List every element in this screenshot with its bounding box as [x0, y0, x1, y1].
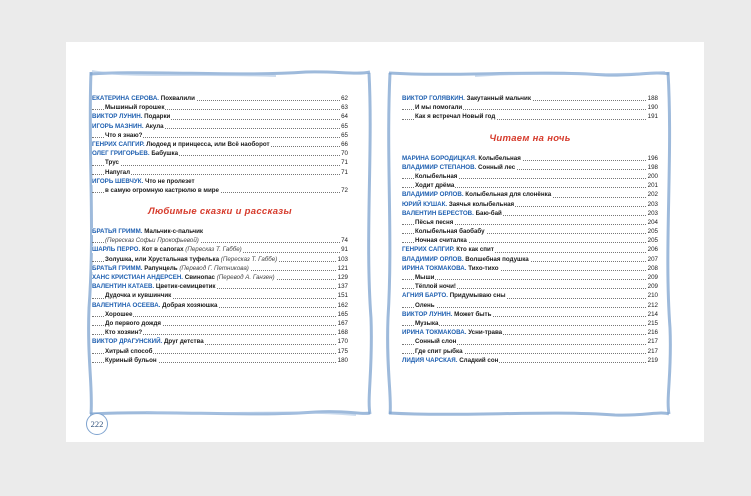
toc-author: БРАТЬЯ ГРИММ.: [92, 264, 143, 272]
toc-entry: [402, 264, 658, 273]
toc-entry: [92, 319, 348, 328]
toc-entry-text: [415, 219, 454, 226]
toc-page-number: 175: [337, 347, 348, 355]
toc-title: Похвалили: [160, 95, 195, 102]
toc-title: Мыши: [415, 274, 435, 281]
toc-page-number: 203: [647, 200, 658, 208]
toc-entry: [402, 319, 658, 328]
toc-entry: [92, 149, 348, 158]
toc-title: Мальчик-с-пальчик: [144, 228, 203, 236]
right-toc-group-lullabies: [402, 154, 658, 365]
toc-page-number: 188: [647, 95, 658, 102]
toc-entry: [92, 273, 348, 282]
toc-page-number: 129: [337, 274, 348, 281]
toc-page-number: 191: [647, 113, 658, 121]
toc-title: И мы помогали: [415, 104, 463, 112]
toc-title: Пёсья песня: [415, 218, 454, 226]
toc-entry: [402, 154, 658, 163]
toc-page-number: 215: [647, 319, 658, 327]
toc-title: Как я встречал Новый год: [415, 113, 496, 121]
toc-entry-text: [105, 104, 165, 111]
toc-page-number: 190: [647, 104, 658, 112]
toc-page-number: 63: [341, 104, 348, 112]
toc-entry-text: [402, 191, 552, 198]
toc-title: Музыка: [415, 319, 439, 327]
toc-entry: [402, 273, 658, 282]
toc-entry: [402, 218, 658, 227]
toc-title: Закутанный мальчик: [466, 95, 531, 102]
toc-note: (Пересказ Софьи Прокофьевой): [105, 237, 199, 245]
toc-title: Золушка, или Хрустальная туфелька: [105, 255, 220, 263]
toc-entry-text: [105, 256, 278, 263]
toc-author: ИГОРЬ МАЗНИН.: [92, 122, 144, 130]
toc-title: Колыбельная: [478, 154, 521, 162]
toc-entry: [402, 94, 658, 103]
toc-page-number: 202: [647, 191, 658, 199]
toc-page-number: 216: [647, 329, 658, 337]
toc-entry: [92, 94, 348, 103]
toc-note: (Перевод А. Ганзен): [216, 274, 275, 281]
toc-title: Что не пролезет: [144, 177, 195, 185]
toc-page-number: 151: [337, 292, 348, 300]
toc-entry: [92, 103, 348, 112]
toc-entry: [92, 337, 348, 346]
toc-entry: [402, 310, 658, 319]
toc-entry-text: [415, 182, 455, 189]
toc-entry-text: [105, 132, 143, 139]
dot-leader: [402, 279, 658, 280]
toc-entry-text: [402, 155, 522, 162]
toc-entry-text: [415, 228, 486, 235]
toc-page-number: 66: [341, 140, 348, 148]
toc-page-number: 64: [341, 113, 348, 121]
toc-entry-text: [105, 311, 133, 318]
toc-entry-text: [415, 274, 435, 281]
toc-page-number: 165: [337, 310, 348, 318]
toc-entry: [402, 209, 658, 218]
toc-author: ВАЛЕНТИНА ОСЕЕВА.: [92, 301, 161, 309]
toc-title: Подарки: [144, 113, 171, 121]
right-toc-column: [402, 94, 658, 365]
toc-page-number: 72: [341, 186, 348, 194]
toc-page-number: 137: [337, 283, 348, 291]
toc-entry: [92, 158, 348, 167]
toc-entry-text: [105, 169, 131, 176]
toc-entry-text: [105, 320, 162, 327]
toc-entry-text: [92, 150, 179, 157]
toc-title: Хитрый способ: [105, 347, 153, 355]
toc-title: Ходит дрёма: [415, 182, 455, 190]
toc-entry-text: [402, 357, 499, 364]
toc-entry-text: [92, 123, 165, 130]
toc-entry: [402, 337, 658, 346]
toc-title: Акула: [145, 122, 164, 130]
toc-entry-text: [92, 246, 243, 253]
toc-author: ГЕНРИХ САПГИР.: [92, 140, 145, 148]
toc-entry-text: [92, 178, 196, 185]
toc-author: ИРИНА ТОКМАКОВА.: [402, 329, 467, 337]
toc-entry-text: [415, 320, 439, 327]
toc-entry: [92, 282, 348, 291]
toc-entry-text: [402, 95, 532, 102]
toc-entry-text: [92, 274, 276, 281]
toc-entry: [402, 227, 658, 236]
toc-entry-text: [105, 357, 158, 364]
toc-entry: [92, 356, 348, 365]
toc-author: ГЕНРИХ САПГИР.: [402, 246, 455, 254]
toc-entry-text: [415, 302, 436, 309]
toc-title: Придумываю сны: [449, 292, 506, 300]
toc-page-number: 205: [647, 237, 658, 245]
toc-author: МАРИНА БОРОДИЦКАЯ.: [402, 154, 477, 162]
toc-entry-text: [415, 283, 457, 290]
toc-entry: [92, 177, 348, 186]
toc-title: Где спит рыбка: [415, 347, 463, 355]
toc-entry-text: [92, 338, 205, 345]
toc-title: Цветик-семицветик: [155, 283, 216, 291]
right-toc-group-stories: [402, 94, 658, 122]
toc-author: ИРИНА ТОКМАКОВА.: [402, 264, 467, 272]
toc-entry-text: [105, 159, 120, 166]
section-title-fairy-tales: Любимые сказки и рассказы: [148, 206, 292, 218]
toc-page-number: 168: [337, 329, 348, 337]
toc-entry: [92, 227, 348, 236]
toc-entry: [402, 103, 658, 112]
toc-title: Бабушка: [151, 150, 179, 158]
toc-title: Сонный слон: [415, 338, 457, 346]
toc-entry: [402, 301, 658, 310]
toc-page-number: 180: [337, 356, 348, 364]
toc-title: Усни-трава: [468, 329, 503, 337]
toc-title: в самую огромную кастрюлю в мире: [105, 186, 219, 194]
toc-page-number: 103: [337, 255, 348, 263]
toc-note: (Пересказ Т. Габбе): [185, 246, 242, 254]
toc-author: ЕКАТЕРИНА СЕРОВА.: [92, 95, 160, 102]
toc-title: Дудочка и кувшинчик: [105, 292, 172, 300]
toc-title: Хорошее: [105, 310, 133, 318]
toc-entry-text: [415, 173, 458, 180]
toc-page-number: 203: [647, 209, 658, 217]
toc-page-number: 198: [647, 163, 658, 171]
toc-page-number: 167: [337, 319, 348, 327]
toc-entry-text: [92, 95, 196, 102]
toc-entry-text: [415, 113, 496, 120]
toc-author: ВАЛЕНТИН КАТАЕВ.: [92, 283, 155, 291]
toc-entry: [92, 168, 348, 177]
toc-entry: [402, 291, 658, 300]
toc-page-number: 91: [341, 246, 348, 254]
toc-entry: [92, 236, 348, 245]
toc-author: ЮРИЙ КУШАК.: [402, 200, 448, 208]
toc-page-number: 70: [341, 150, 348, 158]
toc-author: ВИКТОР ДРАГУНСКИЙ.: [92, 338, 163, 346]
toc-note: (Пересказ Т. Габбе): [220, 255, 278, 263]
toc-title: Что я знаю?: [105, 131, 143, 139]
toc-page-number: 217: [647, 347, 658, 355]
toc-entry: [402, 347, 658, 356]
toc-page-number: 208: [647, 264, 658, 272]
dot-leader: [402, 307, 658, 308]
left-toc-group-poems: [92, 94, 348, 195]
toc-page-number: 65: [341, 131, 348, 139]
toc-page-number: 214: [647, 310, 658, 318]
toc-page-number: 71: [341, 168, 348, 176]
toc-entry: [92, 245, 348, 254]
toc-author: ВАЛЕНТИН БЕРЕСТОВ.: [402, 209, 474, 217]
toc-page-number: 217: [647, 338, 658, 346]
toc-entry-text: [402, 292, 507, 299]
toc-title: До первого дождя: [105, 319, 161, 327]
dot-leader: [92, 165, 348, 166]
toc-title: Кот в сапогах: [141, 246, 184, 254]
toc-title: Мышиный горошек: [105, 104, 165, 112]
toc-entry-text: [402, 210, 503, 217]
toc-author: ЛИДИЯ ЧАРСКАЯ.: [402, 356, 458, 364]
toc-title: Колыбельная баобабу: [415, 228, 485, 236]
toc-entry-text: [415, 348, 464, 355]
toc-entry: [92, 255, 348, 264]
toc-entry: [92, 186, 348, 195]
toc-title: Олень: [415, 301, 435, 309]
toc-title: Тихо-тихо: [468, 264, 499, 272]
toc-page-number: 205: [647, 228, 658, 236]
toc-title: Рапунцель: [144, 264, 178, 272]
toc-title: Тёплой ночи!: [415, 283, 456, 291]
toc-title: Добрая хозяюшка: [162, 301, 218, 309]
toc-entry: [402, 163, 658, 172]
toc-title: Друг детства: [164, 338, 204, 346]
toc-entry: [402, 181, 658, 190]
toc-page-number: 219: [647, 356, 658, 364]
toc-entry-text: [105, 292, 172, 299]
toc-title: Кто хозяин?: [105, 329, 143, 337]
toc-entry-text: [92, 265, 250, 272]
toc-page-number: 207: [647, 255, 658, 263]
toc-title: Кто как спит: [456, 246, 494, 254]
toc-page-number: 170: [337, 338, 348, 346]
toc-title: Заячья колыбельная: [448, 200, 515, 208]
toc-entry: [402, 172, 658, 181]
toc-entry-text: [402, 265, 500, 272]
page-number-badge: 222: [86, 413, 108, 435]
dot-leader: [402, 325, 658, 326]
toc-author: БРАТЬЯ ГРИММ.: [92, 228, 143, 236]
toc-entry-text: [92, 302, 218, 309]
toc-entry: [92, 140, 348, 149]
toc-page-number: 201: [647, 182, 658, 190]
toc-title: Свинопас: [184, 274, 215, 281]
toc-author: ВИКТОР ГОЛЯВКИН.: [402, 95, 465, 102]
toc-title: Ночная считалка: [415, 237, 467, 245]
toc-entry-text: [92, 141, 271, 148]
toc-entry: [92, 112, 348, 121]
toc-author: ВИКТОР ЛУНИН.: [92, 113, 143, 121]
toc-author: ИГОРЬ ШЕВЧУК.: [92, 177, 144, 185]
toc-entry: [92, 347, 348, 356]
toc-entry: [92, 122, 348, 131]
section-title-bedtime: Читаем на ночь: [489, 132, 571, 144]
toc-entry: [92, 264, 348, 273]
toc-entry-text: [105, 329, 143, 336]
left-toc-column: [92, 94, 348, 365]
toc-entry-text: [402, 256, 530, 263]
toc-entry-text: [402, 246, 495, 253]
toc-entry: [92, 301, 348, 310]
toc-page-number: 200: [647, 172, 658, 180]
toc-page-number: 212: [647, 301, 658, 309]
toc-entry: [402, 190, 658, 199]
toc-entry: [402, 200, 658, 209]
toc-note: (Перевод Г. Петникова): [179, 264, 249, 272]
toc-page-number: 209: [647, 274, 658, 281]
toc-author: ВЛАДИМИР ОРЛОВ.: [402, 191, 464, 199]
toc-entry: [402, 356, 658, 365]
toc-title: Волшебная подушка: [465, 255, 529, 263]
toc-entry: [402, 245, 658, 254]
toc-page-number: 74: [341, 237, 348, 245]
toc-entry-text: [415, 104, 463, 111]
toc-author: ХАНС КРИСТИАН АНДЕРСЕН.: [92, 274, 184, 281]
toc-page-number: 62: [341, 95, 348, 102]
toc-title: Колыбельная для слонёнка: [465, 191, 552, 199]
toc-title: Сладкий сон: [459, 356, 499, 364]
toc-entry: [92, 310, 348, 319]
toc-page-number: 206: [647, 246, 658, 254]
toc-title: Сонный лес: [478, 163, 516, 171]
toc-entry-text: [105, 237, 200, 244]
toc-entry-text: [92, 283, 217, 290]
toc-page-number: 121: [337, 264, 348, 272]
toc-page-number: 162: [337, 301, 348, 309]
toc-title: Может быть: [454, 310, 492, 318]
toc-title: Баю-бай: [475, 209, 502, 217]
toc-title: Трус: [105, 159, 119, 167]
toc-entry-text: [415, 338, 457, 345]
toc-page-number: 196: [647, 154, 658, 162]
toc-page-number: 204: [647, 218, 658, 226]
toc-page-number: 71: [341, 159, 348, 167]
toc-entry-text: [402, 311, 492, 318]
toc-entry: [402, 236, 658, 245]
toc-title: Людоед и принцесса, или Всё наоборот: [146, 140, 270, 148]
toc-entry: [402, 328, 658, 337]
toc-entry: [402, 255, 658, 264]
toc-title: Куриный бульон: [105, 356, 157, 364]
toc-author: ВЛАДИМИР ОРЛОВ.: [402, 255, 464, 263]
toc-entry: [402, 112, 658, 121]
toc-entry: [92, 328, 348, 337]
toc-entry-text: [402, 164, 516, 171]
toc-title: Колыбельная: [415, 172, 458, 180]
toc-page-number: 65: [341, 122, 348, 130]
left-toc-group-tales: [92, 227, 348, 365]
toc-entry: [92, 131, 348, 140]
toc-entry-text: [415, 237, 468, 244]
toc-entry: [402, 282, 658, 291]
toc-page-number: 209: [647, 283, 658, 291]
toc-entry-text: [92, 113, 171, 120]
toc-author: АГНИЯ БАРТО.: [402, 292, 448, 300]
toc-entry: [92, 291, 348, 300]
toc-entry-text: [105, 187, 220, 194]
toc-author: ВИКТОР ЛУНИН.: [402, 310, 453, 318]
toc-author: ШАРЛЬ ПЕРРО.: [92, 246, 141, 254]
toc-title: Напугал: [105, 168, 131, 176]
toc-author: ОЛЕГ ГРИГОРЬЕВ.: [92, 150, 150, 158]
toc-entry-text: [402, 201, 515, 208]
toc-entry-text: [105, 348, 153, 355]
toc-author: ВЛАДИМИР СТЕПАНОВ.: [402, 163, 477, 171]
toc-page-number: 210: [647, 292, 658, 300]
toc-entry-text: [92, 228, 204, 235]
toc-entry-text: [402, 329, 503, 336]
